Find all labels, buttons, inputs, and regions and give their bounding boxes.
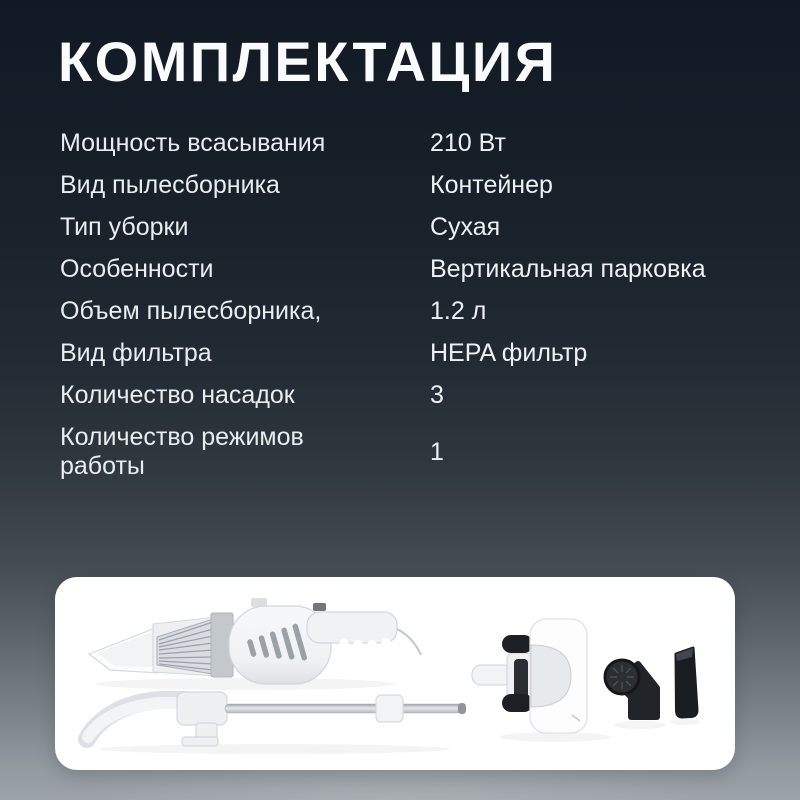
spec-label: Количество насадок <box>60 381 295 409</box>
crevice-nozzle-illustration <box>676 648 697 717</box>
extension-handle-tube-illustration <box>87 692 466 746</box>
page-title: КОМПЛЕКТАЦИЯ <box>58 30 558 93</box>
spec-value: 1 <box>430 437 444 466</box>
spec-row <box>60 297 760 326</box>
spec-value: 210 Вт <box>430 129 506 157</box>
spec-row <box>60 339 760 368</box>
spec-value: 1.2 л <box>430 297 487 325</box>
spec-label: Объем пылесборника, <box>60 297 322 325</box>
spec-label: Особенности <box>60 255 214 283</box>
product-image-card <box>55 577 735 770</box>
spec-row <box>60 171 760 200</box>
handheld-vacuum-illustration <box>89 598 421 684</box>
spec-value: HEPA фильтр <box>430 339 588 367</box>
spec-row <box>60 129 760 158</box>
spec-label: Мощность всасывания <box>60 129 326 157</box>
spec-row <box>60 213 760 242</box>
spec-value: 3 <box>430 381 444 409</box>
spec-row <box>60 255 760 284</box>
round-brush-nozzle-illustration <box>605 660 657 717</box>
spec-list <box>60 129 760 494</box>
spec-label: Тип уборки <box>60 213 189 241</box>
spec-value: Сухая <box>430 213 501 241</box>
spec-row <box>60 423 760 481</box>
spec-label: Количество режимов работы <box>60 423 304 480</box>
spec-value: Контейнер <box>430 171 553 199</box>
spec-label: Вид пылесборника <box>60 171 280 199</box>
product-parts-illustration <box>55 577 735 770</box>
spec-label: Вид фильтра <box>60 339 212 367</box>
spec-row <box>60 381 760 410</box>
floor-brush-illustration <box>472 619 587 733</box>
spec-value: Вертикальная парковка <box>430 255 706 283</box>
